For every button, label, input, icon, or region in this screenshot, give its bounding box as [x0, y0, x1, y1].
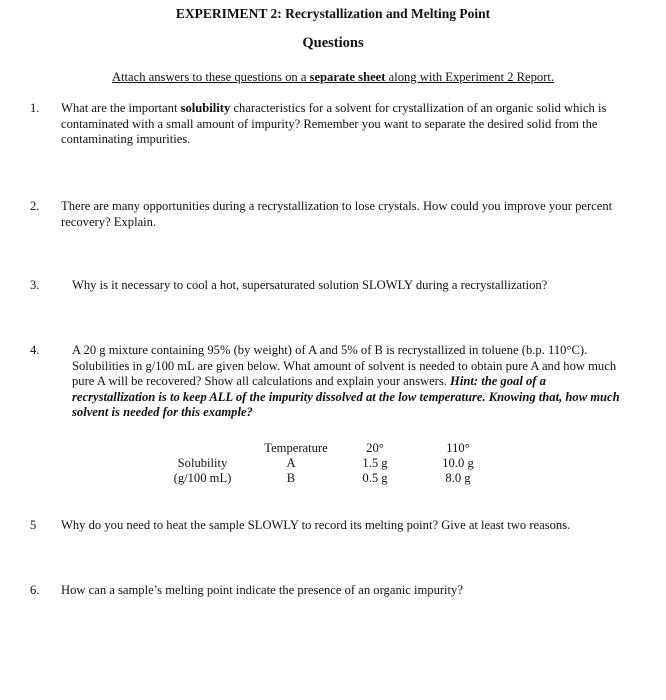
question-text: There are many opportunities during a recrystallization to lose crystals. How could you improve your percent recovery? Explain. — [61, 199, 613, 229]
instructions-bold: separate sheet — [309, 70, 386, 84]
row-b-20: 0.5 g — [362, 471, 388, 485]
instructions — [0, 70, 666, 85]
question-number: 4. — [30, 343, 40, 357]
question-text-bold: solubility — [180, 101, 231, 115]
temperature-header: Temperature — [264, 441, 328, 455]
col-110-header: 110° — [446, 441, 470, 455]
question-text-post: characteristics for a solvent for crystallization of an organic solid which is contaminated with a small amount of impurity? Remember you want to separate the desired solid from the contaminating impurities. — [61, 101, 607, 146]
question-text-pre: What are the important — [61, 101, 181, 115]
question-text — [72, 343, 632, 421]
question-text-main: A 20 g mixture containing 95% (by weight) of A and 5% of B is recrystallized in toluene (b.p. 110°C). Solubilities in g/100 mL are given below. What amount of solvent is needed to obtain pure A and how much pure A will be recovered? Show all calculations and explain your answers. — [72, 343, 617, 388]
question-text — [61, 101, 636, 148]
question-number: 5 — [30, 518, 37, 532]
row-b-110: 8.0 g — [445, 471, 471, 485]
question-text: Why do you need to heat the sample SLOWLY to record its melting point? Give at least two reasons. — [61, 518, 571, 532]
page-subtitle: Questions — [302, 35, 364, 51]
hint-text: the goal of a recrystallization is to keep ALL of the impurity dissolved at the low temperature. Knowing that, how much solvent is needed for this example? — [72, 374, 620, 419]
question-number: 3. — [30, 278, 40, 292]
col-20-header: 20° — [366, 441, 384, 455]
instructions-part1: Attach answers to these questions on a — [111, 70, 310, 84]
question-number: 1. — [30, 101, 40, 115]
row-a-name: A — [286, 456, 296, 470]
question-text: Why is it necessary to cool a hot, supersaturated solution SLOWLY during a recrystallization? — [72, 278, 548, 292]
question-text: How can a sample’s melting point indicate the presence of an organic impurity? — [61, 583, 463, 597]
row-b-name: B — [286, 471, 296, 485]
row-label-units: (g/100 mL) — [173, 471, 232, 485]
question-number: 6. — [30, 583, 40, 597]
hint-label: Hint: — [450, 374, 479, 388]
instructions-part2: along with Experiment 2 Report. — [385, 70, 555, 84]
row-a-110: 10.0 g — [442, 456, 474, 470]
page-title: EXPERIMENT 2: Recrystallization and Melting Point — [175, 6, 491, 21]
row-a-20: 1.5 g — [362, 456, 388, 470]
question-number: 2. — [30, 199, 40, 213]
row-label-solubility: Solubility — [177, 456, 228, 470]
